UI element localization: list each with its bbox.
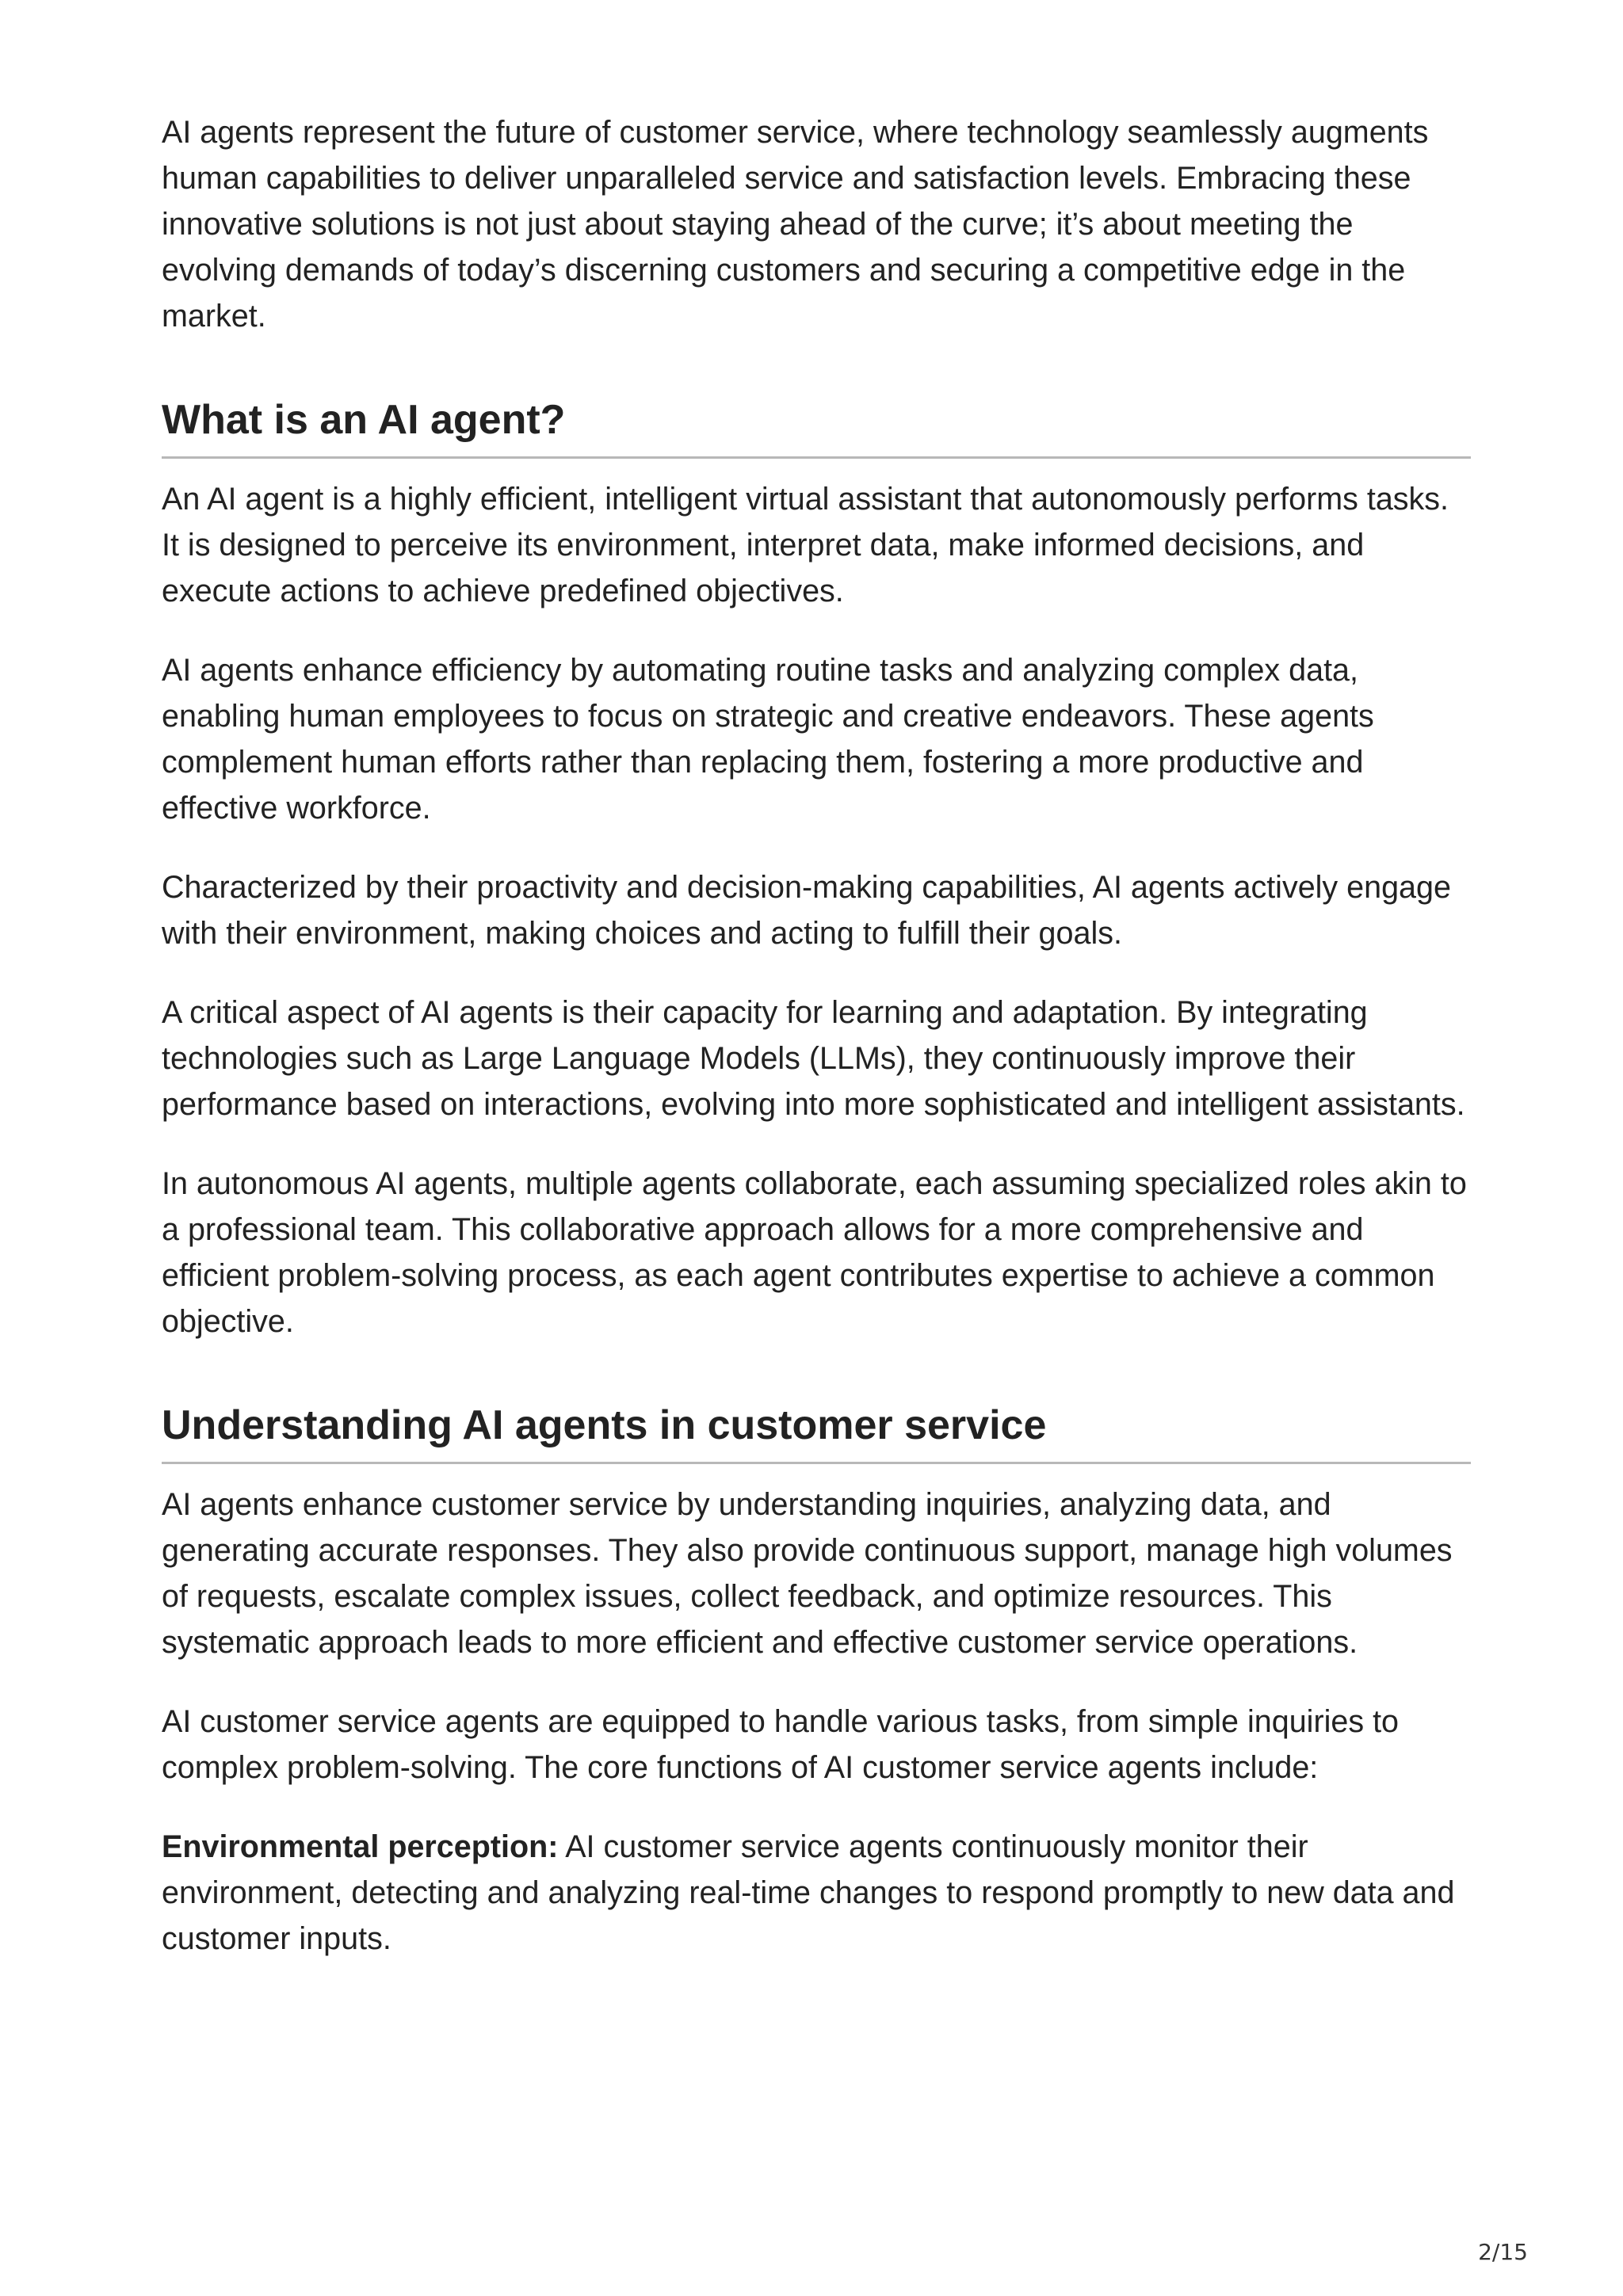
heading-what-is-ai-agent: What is an AI agent? <box>162 397 566 443</box>
paragraph-environmental-perception <box>162 1824 1471 1962</box>
section-heading-what-is <box>162 395 1471 459</box>
definition-environmental-perception: AI customer service agents continuously monitor their environment, detecting and analyzing real-time changes to respond promptly to new data and customer inputs. <box>162 1829 1455 1956</box>
paragraph-proactivity: Characterized by their proactivity and decision-making capabilities, AI agents actively engage with their environment, making choices and acting to fulfill their goals. <box>162 870 1451 951</box>
paragraph-core-functions: AI customer service agents are equipped to handle various tasks, from simple inquiries to complex problem-solving. The core functions of AI customer service agents include: <box>162 1704 1400 1785</box>
paragraph-definition: An AI agent is a highly efficient, intelligent virtual assistant that autonomously performs tasks. It is designed to perceive its environment, interpret data, make informed decisions, and execute actions to achieve predefined objectives. <box>162 482 1449 608</box>
paragraph-learning: A critical aspect of AI agents is their capacity for learning and adaptation. By integrating technologies such as Large Language Models (LLMs), they continuously improve their performance based on interactions, evolving into more sophisticated and intelligent assistants. <box>162 995 1465 1122</box>
paragraph-customer-service: AI agents enhance customer service by understanding inquiries, analyzing data, and generating accurate responses. They also provide continuous support, manage high volumes of requests, escalate complex issues, collect feedback, and optimize resources. This systematic approach leads to more efficient and effective customer service operations. <box>162 1487 1453 1660</box>
term-environmental-perception: Environmental perception: <box>162 1829 559 1864</box>
paragraph-collaboration: In autonomous AI agents, multiple agents collaborate, each assuming specialized roles akin to a professional team. This collaborative approach allows for a more comprehensive and efficient problem-solving process, as each agent contributes expertise to achieve a common objective. <box>162 1166 1467 1339</box>
paragraph-efficiency: AI agents enhance efficiency by automating routine tasks and analyzing complex data, enabling human employees to focus on strategic and creative endeavors. These agents complement human efforts rather than replacing them, fostering a more productive and effective workforce. <box>162 653 1374 826</box>
section-heading-understanding <box>162 1400 1471 1464</box>
page-number: 2/15 <box>1478 2239 1528 2265</box>
heading-understanding-ai-agents: Understanding AI agents in customer service <box>162 1402 1047 1448</box>
document-page <box>162 109 1471 1962</box>
intro-paragraph: AI agents represent the future of customer service, where technology seamlessly augments human capabilities to deliver unparalleled service and satisfaction levels. Embracing these innovative solutions is not just about staying ahead of the curve; it’s about meeting the evolving demands of today’s discerning customers and securing a competitive edge in the market. <box>162 115 1429 334</box>
